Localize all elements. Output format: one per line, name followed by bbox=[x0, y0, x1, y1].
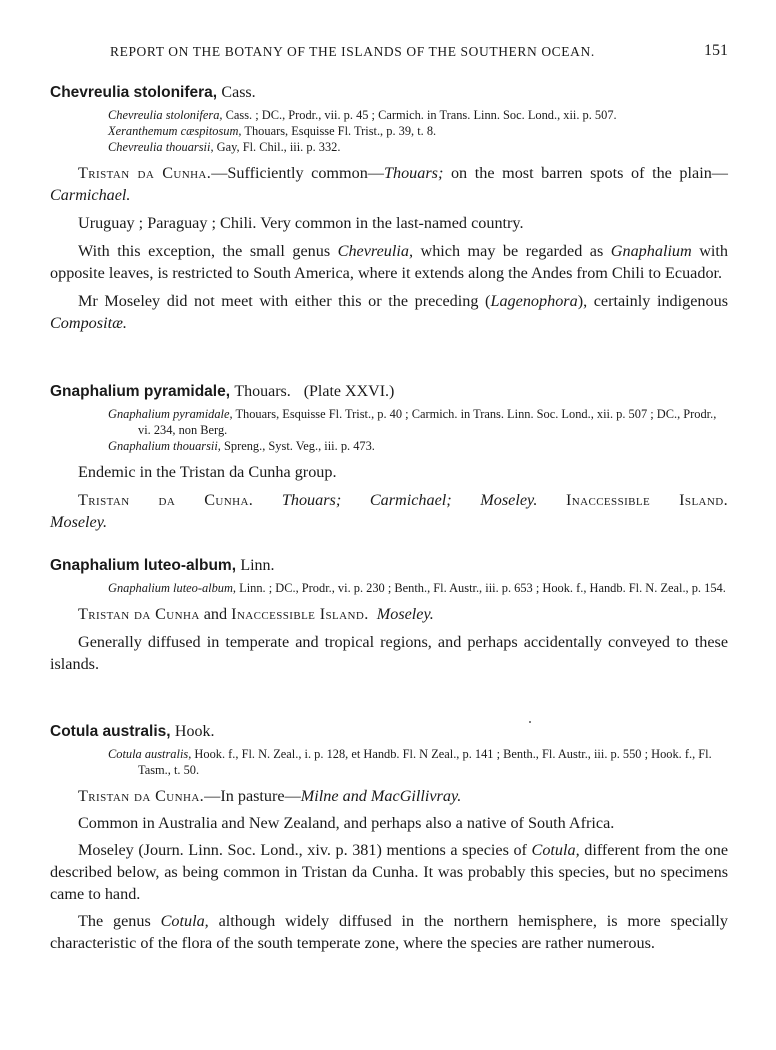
synonym-line: Gnaphalium pyramidale, Thouars, Esquisse Fl. Trist., p. 40 ; Carmich. in Trans. Linn. Soc. Lond., xii. p. 507 ; DC., Prodr., vi. 234, non Berg. bbox=[108, 407, 717, 437]
entry-gnaphalium-luteo-album bbox=[50, 557, 728, 675]
paragraph: Tristan da Cunha and Inaccessible Island. Moseley. bbox=[78, 605, 434, 623]
entry-cotula-australis bbox=[50, 723, 728, 954]
entry-gnaphalium-pyramidale bbox=[50, 383, 728, 533]
entry-chevreulia bbox=[50, 84, 728, 334]
paragraph: Tristan da Cunha.—Sufficiently common—Thouars; on the most barren spots of the plain—Carmichael. bbox=[50, 164, 728, 204]
synonym-line: Cotula australis, Hook. f., Fl. N. Zeal., i. p. 128, et Handb. Fl. N Zeal., p. 141 ; Benth., Fl. Austr., iii. p. 550 ; Hook. f., Fl. Tasm., t. 50. bbox=[108, 747, 712, 777]
synonym-line: Gnaphalium thouarsii, Spreng., Syst. Veg., iii. p. 473. bbox=[108, 439, 375, 453]
paragraph: Generally diffused in temperate and tropical regions, and perhaps accidentally conveyed to these islands. bbox=[50, 633, 728, 673]
species-heading: Gnaphalium luteo-album, Linn. bbox=[50, 557, 275, 574]
paragraph: Tristan da Cunha.—In pasture—Milne and MacGillivray. bbox=[78, 787, 462, 805]
plate-reference: (Plate XXVI.) bbox=[303, 383, 395, 400]
page-number: 151 bbox=[704, 42, 728, 59]
synonym-line: Xeranthemum cæspitosum, Thouars, Esquisse Fl. Trist., p. 39, t. 8. bbox=[108, 124, 437, 138]
paragraph: Uruguay ; Paraguay ; Chili. Very common in the last-named country. bbox=[78, 214, 524, 232]
species-heading: Gnaphalium pyramidale, Thouars. (Plate XXVI.) bbox=[50, 383, 395, 400]
synonym-line: Chevreulia stolonifera, Cass. ; DC., Prodr., vii. p. 45 ; Carmich. in Trans. Linn. Soc. Lond., xii. p. 507. bbox=[108, 108, 617, 122]
paragraph: Tristan da Cunha. Thouars; Carmichael; Moseley. Inaccessible Island. Moseley. bbox=[50, 491, 729, 531]
synonym-line: Gnaphalium luteo-album, Linn. ; DC., Prodr., vi. p. 230 ; Benth., Fl. Austr., iii. p. 653 ; Hook. f., Handb. Fl. N. Zeal., p. 154. bbox=[108, 581, 726, 595]
paragraph: With this exception, the small genus Chevreulia, which may be regarded as Gnaphalium with opposite leaves, is restricted to South America, where it extends along the Andes from Chili to Ecuador. bbox=[50, 242, 728, 282]
paragraph: Mr Moseley did not meet with either this or the preceding (Lagenophora), certainly indigenous Compositæ. bbox=[50, 292, 729, 332]
synonym-line: Chevreulia thouarsii, Gay, Fl. Chil., iii. p. 332. bbox=[108, 140, 341, 154]
paragraph: Endemic in the Tristan da Cunha group. bbox=[78, 463, 337, 481]
species-heading: Cotula australis, Hook. bbox=[50, 723, 215, 740]
species-heading: Chevreulia stolonifera, Cass. bbox=[50, 84, 256, 101]
paragraph: Moseley (Journ. Linn. Soc. Lond., xiv. p. 381) mentions a species of Cotula, different from the one described below, as being common in Tristan da Cunha. It was probably this species, but no specimens came to hand. bbox=[50, 841, 729, 903]
paragraph: Common in Australia and New Zealand, and perhaps also a native of South Africa. bbox=[78, 814, 615, 832]
running-title: REPORT ON THE BOTANY OF THE ISLANDS OF THE SOUTHERN OCEAN. bbox=[110, 44, 595, 59]
paragraph: The genus Cotula, although widely diffused in the northern hemisphere, is more specially characteristic of the flora of the south temperate zone, where the species are rather numerous. bbox=[50, 912, 728, 952]
